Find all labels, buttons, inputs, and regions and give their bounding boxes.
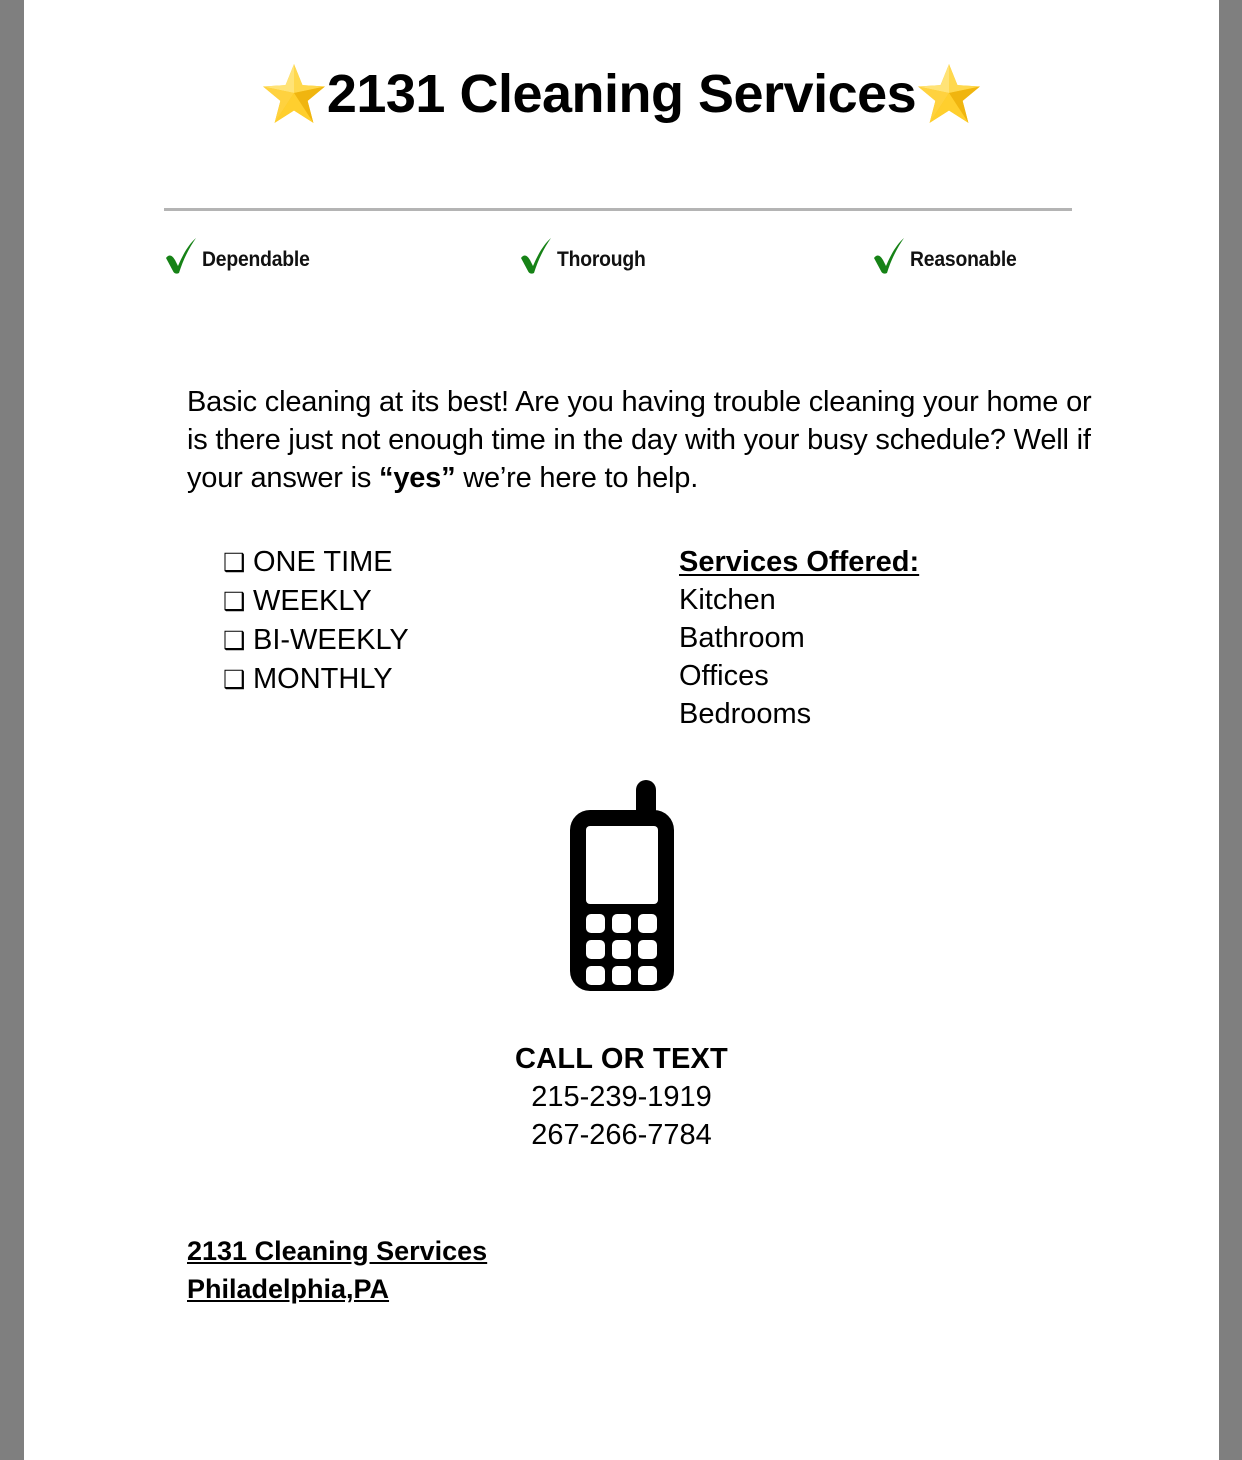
footer-address: [187, 1232, 487, 1308]
checkbox-icon[interactable]: ❑: [223, 549, 246, 577]
check-icon: [519, 236, 553, 276]
intro-emphasis: “yes”: [379, 462, 456, 494]
title-row: [24, 62, 1219, 126]
frequency-label: MONTHLY: [253, 663, 393, 695]
header-divider: [164, 208, 1072, 211]
badge-label: Reasonable: [910, 248, 1017, 271]
checkbox-icon[interactable]: ❑: [223, 627, 246, 655]
list-item[interactable]: [223, 621, 409, 660]
list-item[interactable]: [223, 660, 409, 699]
phone-illustration: [24, 778, 1219, 998]
badge-label: Dependable: [202, 248, 310, 271]
options-columns: [187, 543, 1099, 743]
page-title: 2131 Cleaning Services: [326, 64, 917, 124]
frequency-label: BI-WEEKLY: [253, 624, 409, 656]
list-item: Kitchen: [679, 584, 776, 616]
contact-block: [24, 1040, 1219, 1154]
intro-text-part2: we’re here to help.: [455, 462, 699, 494]
badge-label: Thorough: [557, 248, 646, 271]
list-item: Bathroom: [679, 622, 805, 654]
frequency-label: ONE TIME: [253, 546, 393, 578]
list-item: Bedrooms: [679, 698, 812, 730]
checkbox-icon[interactable]: ❑: [223, 666, 246, 694]
trust-badges: [164, 232, 1084, 280]
phone-number[interactable]: 215-239-1919: [531, 1081, 712, 1113]
badge-thorough: [519, 232, 653, 280]
phone-number[interactable]: 267-266-7784: [531, 1119, 712, 1151]
frequency-label: WEEKLY: [253, 585, 372, 617]
badge-reasonable: [872, 232, 1026, 280]
check-icon: [164, 236, 198, 276]
intro-paragraph: [187, 383, 1099, 497]
list-item: Offices: [679, 660, 769, 692]
star-icon: [916, 62, 982, 126]
checkbox-icon[interactable]: ❑: [223, 588, 246, 616]
services-heading: Services Offered:: [679, 546, 920, 578]
footer-business-name: 2131 Cleaning Services: [187, 1236, 488, 1266]
check-icon: [872, 236, 906, 276]
footer-location: Philadelphia,PA: [187, 1274, 390, 1304]
badge-dependable: [164, 232, 319, 280]
document-page: [24, 0, 1219, 1460]
services-offered: [679, 543, 919, 733]
list-item[interactable]: [223, 543, 409, 582]
frequency-checklist: [223, 543, 409, 699]
star-icon: [261, 62, 327, 126]
contact-heading: CALL OR TEXT: [515, 1043, 728, 1075]
list-item[interactable]: [223, 582, 409, 621]
mobile-phone-icon: [564, 778, 680, 993]
intro-text-part1: Basic cleaning at its best! Are you having trouble cleaning your home or is there just not enough time in the day with your busy schedule? Well if your answer is: [187, 386, 1092, 494]
